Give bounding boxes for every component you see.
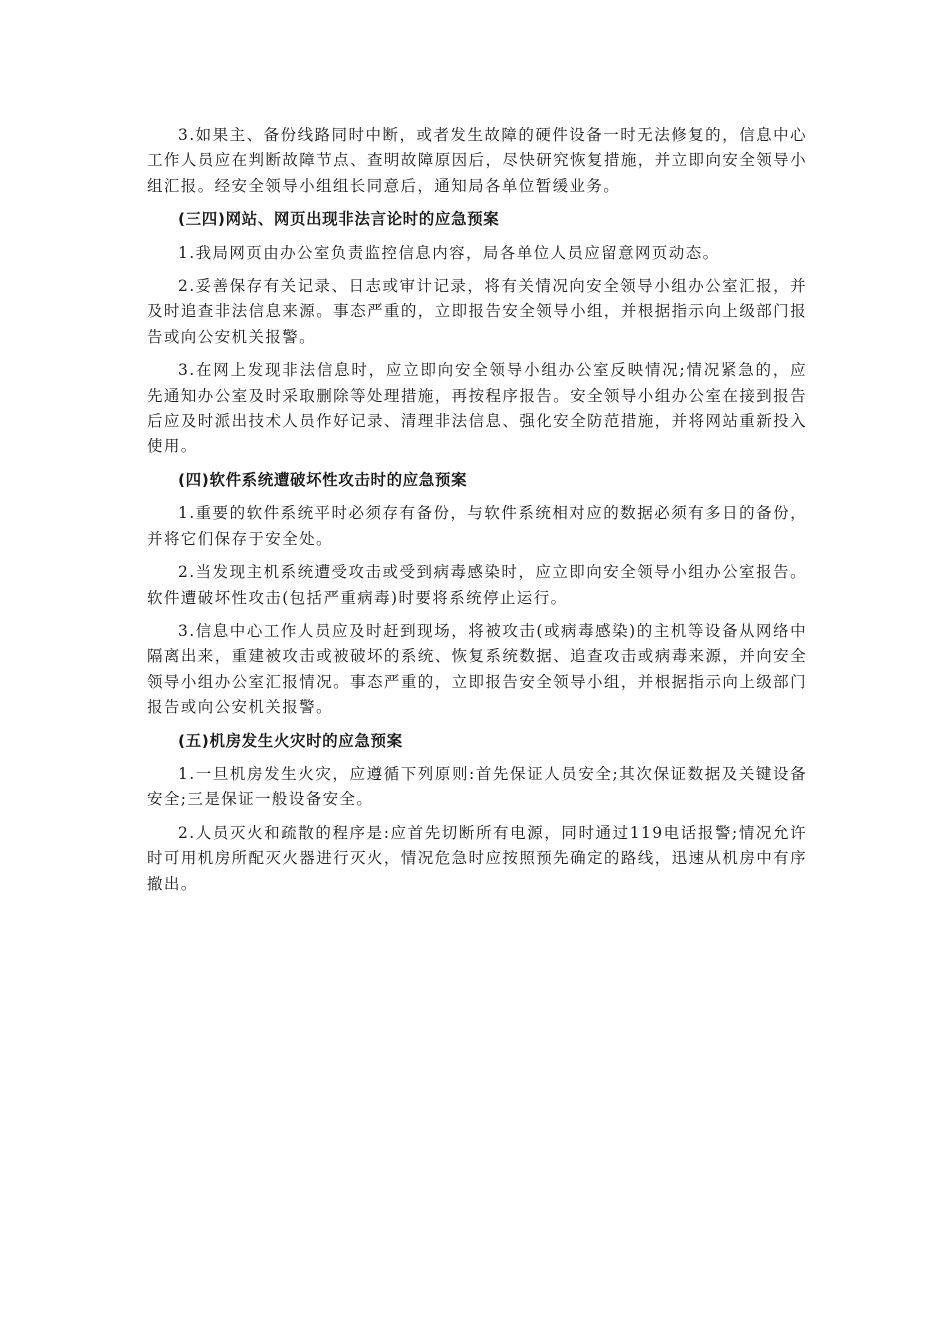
- paragraph-monitoring: 1.我局网页由办公室负责监控信息内容，局各单位人员应留意网页动态。: [178, 243, 720, 262]
- paragraph-isolation: 3.信息中心工作人员应及时赶到现场，将被攻击(或病毒感染)的主机等设备从网络中隔离出来，重建被攻击或被破坏的系统、恢复系统数据、追查攻击或病毒来源，并向安全领导小组办公室汇报情况。事态严重的，立即报告安全领导小组，并根据指示向上级部门报告或向公安机关报警。: [147, 621, 807, 717]
- section-heading-illegal-content: (三四)网站、网页出现非法言论时的应急预案: [178, 210, 500, 229]
- section-heading-software-attack: (四)软件系统遭破坏性攻击时的应急预案: [178, 470, 468, 489]
- paragraph-hardware-failure: 3.如果主、备份线路同时中断，或者发生故障的硬件设备一时无法修复的，信息中心工作人员应在判断故障节点、查明故障原因后，尽快研究恢复措施，并立即向安全领导小组汇报。经安全领导小组组长同意后，通知局各单位暂缓业务。: [147, 126, 807, 195]
- paragraph-attack-report: 2.当发现主机系统遭受攻击或受到病毒感染时，应立即向安全领导小组办公室报告。软件遭破坏性攻击(包括严重病毒)时要将系统停止运行。: [147, 563, 807, 607]
- paragraph-records: 2.妥善保存有关记录、日志或审计记录，将有关情况向安全领导小组办公室汇报，并及时追查非法信息来源。事态严重的，立即报告安全领导小组，并根据指示向上级部门报告或向公安机关报警。: [147, 277, 807, 346]
- paragraph-illegal-info-response: 3.在网上发现非法信息时，应立即向安全领导小组办公室反映情况;情况紧急的，应先通知办公室及时采取删除等处理措施，再按程序报告。安全领导小组办公室在接到报告后应及时派出技术人员作好记录、清理非法信息、强化安全防范措施，并将网站重新投入使用。: [147, 361, 807, 456]
- paragraph-fire-principles: 1.一旦机房发生火灾，应遵循下列原则:首先保证人员安全;其次保证数据及关键设备安全;三是保证一般设备安全。: [147, 764, 807, 809]
- paragraph-backup: 1.重要的软件系统平时必须存有备份，与软件系统相对应的数据必须有多日的备份，并将它们保存于安全处。: [147, 504, 807, 548]
- section-heading-fire: (五)机房发生火灾时的应急预案: [178, 731, 403, 750]
- paragraph-evacuation: 2.人员灭火和疏散的程序是:应首先切断所有电源，同时通过119电话报警;情况允许时可用机房所配灭火器进行灭火，情况危急时应按照预先确定的路线，迅速从机房中有序撤出。: [147, 823, 807, 893]
- document-body: [147, 123, 807, 905]
